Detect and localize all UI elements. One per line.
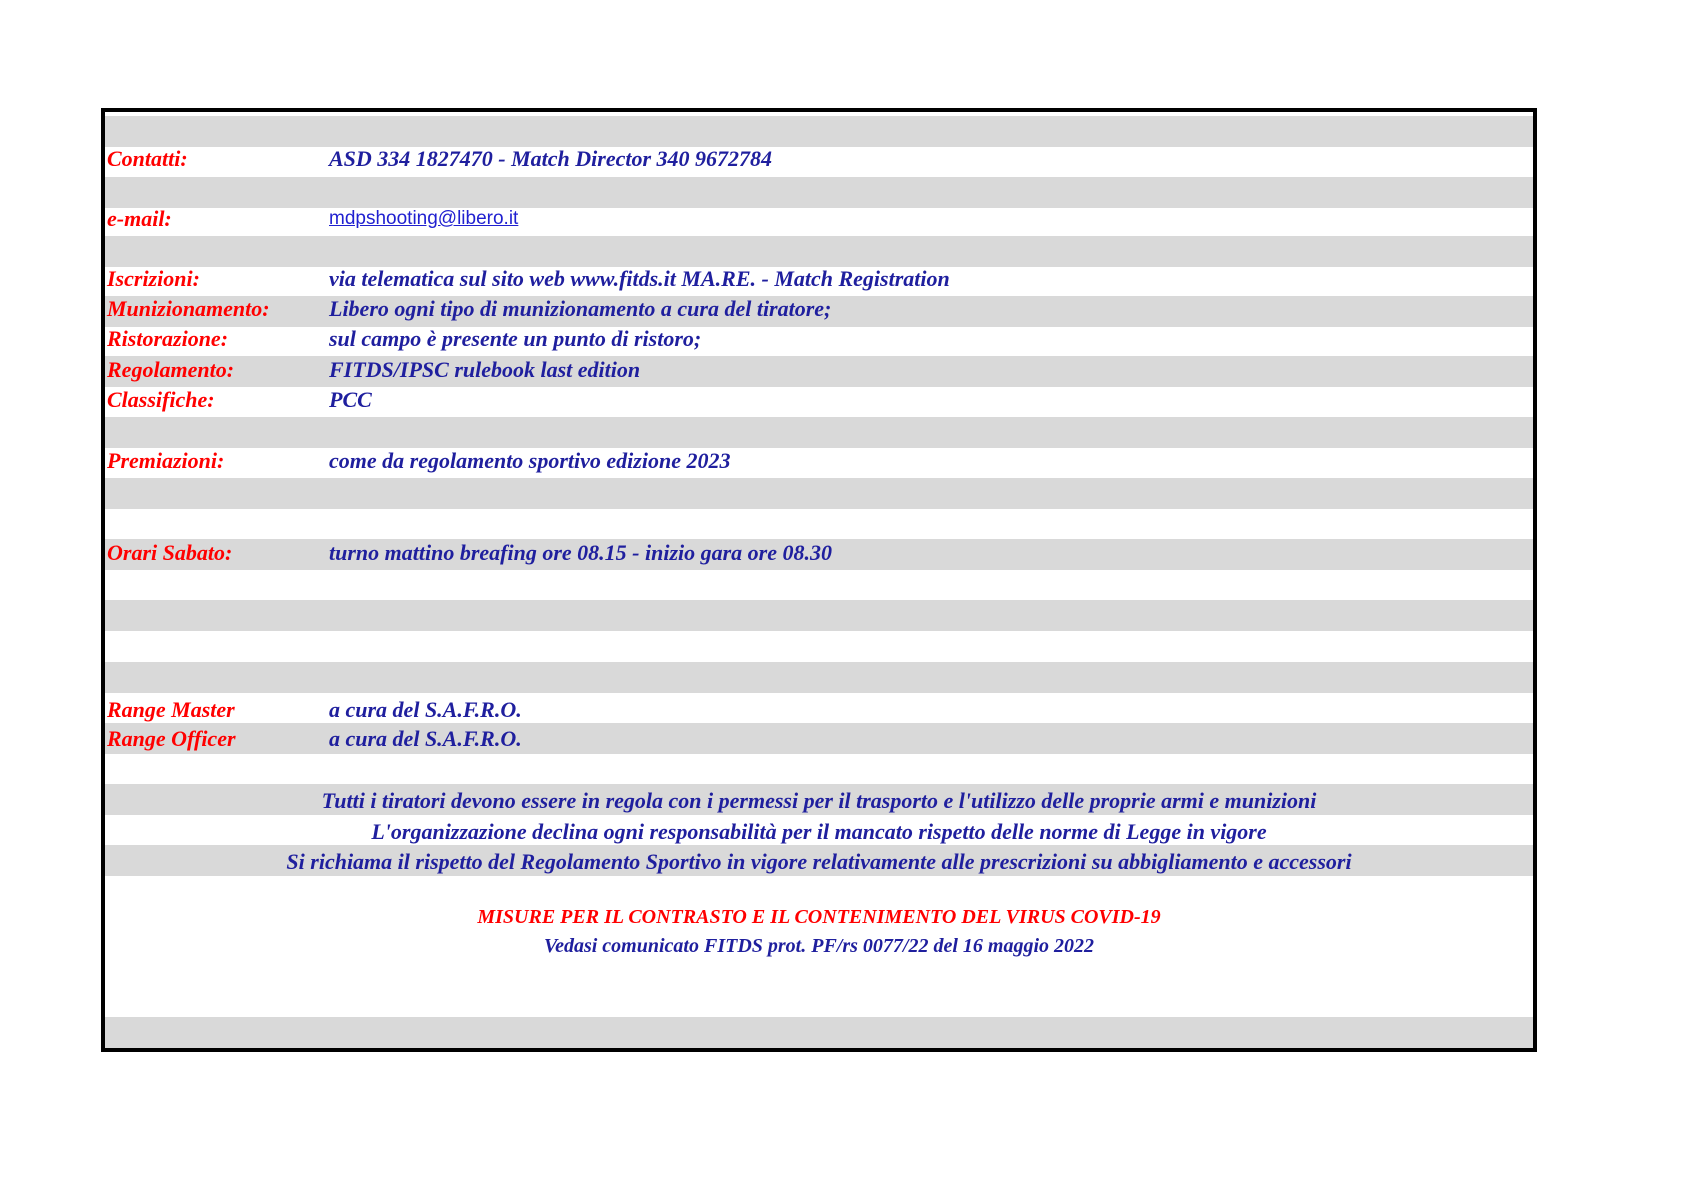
premiazioni-label: Premiazioni: [107, 448, 225, 473]
contatti-label: Contatti: [107, 146, 188, 171]
iscrizioni-label: Iscrizioni: [107, 266, 200, 291]
note-line: L'organizzazione declina ogni responsabilità per il mancato rispetto delle norme di Legge in vigore [371, 819, 1267, 844]
regolamento-label: Regolamento: [107, 357, 235, 382]
range-master-value: a cura del S.A.F.R.O. [329, 697, 522, 722]
munizionamento-value: Libero ogni tipo di munizionamento a cura del tiratore; [329, 296, 832, 321]
iscrizioni-value: via telematica sul sito web www.fitds.it MA.RE. - Match Registration [329, 266, 950, 291]
regolamento-value: FITDS/IPSC rulebook last edition [329, 357, 641, 382]
grey-band [105, 417, 1533, 448]
range-officer-value: a cura del S.A.F.R.O. [329, 726, 522, 751]
range-officer-label: Range Officer [107, 726, 236, 751]
contatti-value: ASD 334 1827470 - Match Director 340 9672784 [329, 146, 773, 171]
note-line: Si richiama il rispetto del Regolamento Sportivo in vigore relativamente alle prescrizioni su abbigliamento e accessori [286, 849, 1352, 874]
row-range-master [105, 695, 1533, 725]
ristorazione-value: sul campo è presente un punto di ristoro; [329, 326, 702, 351]
row-munizionamento [105, 294, 1533, 324]
classifiche-label: Classifiche: [107, 387, 215, 412]
email-label: e-mail: [107, 206, 172, 231]
range-master-label: Range Master [107, 697, 235, 722]
classifiche-value: PCC [329, 387, 372, 412]
note-line: Tutti i tiratori devono essere in regola con i permessi per il trasporto e l'utilizzo delle proprie armi e munizioni [321, 788, 1317, 813]
row-orari-sabato [105, 538, 1533, 568]
grey-band [105, 116, 1533, 147]
row-email [105, 204, 1533, 234]
munizionamento-label: Munizionamento: [107, 296, 270, 321]
email-link[interactable]: mdpshooting@libero.it [329, 208, 519, 229]
grey-band [105, 478, 1533, 509]
row-regolamento [105, 355, 1533, 385]
orari-sabato-value: turno mattino breafing ore 08.15 - inizio gara ore 08.30 [329, 540, 833, 565]
row-range-officer [105, 724, 1533, 754]
row-iscrizioni [105, 264, 1533, 294]
row-classifiche [105, 385, 1533, 415]
row-ristorazione [105, 324, 1533, 354]
row-premiazioni [105, 446, 1533, 476]
covid-title: MISURE PER IL CONTRASTO E IL CONTENIMENTO DEL VIRUS COVID-19 [477, 906, 1161, 928]
ristorazione-label: Ristorazione: [107, 326, 229, 351]
row-contatti [105, 144, 1533, 174]
grey-band [105, 662, 1533, 693]
info-sheet [101, 108, 1537, 1052]
grey-band [105, 236, 1533, 267]
premiazioni-value: come da regolamento sportivo edizione 2023 [329, 448, 731, 473]
grey-band [105, 600, 1533, 631]
grey-band [105, 1017, 1533, 1048]
orari-sabato-label: Orari Sabato: [107, 540, 233, 565]
covid-note: Vedasi comunicato FITDS prot. PF/rs 0077/22 del 16 maggio 2022 [543, 935, 1095, 957]
